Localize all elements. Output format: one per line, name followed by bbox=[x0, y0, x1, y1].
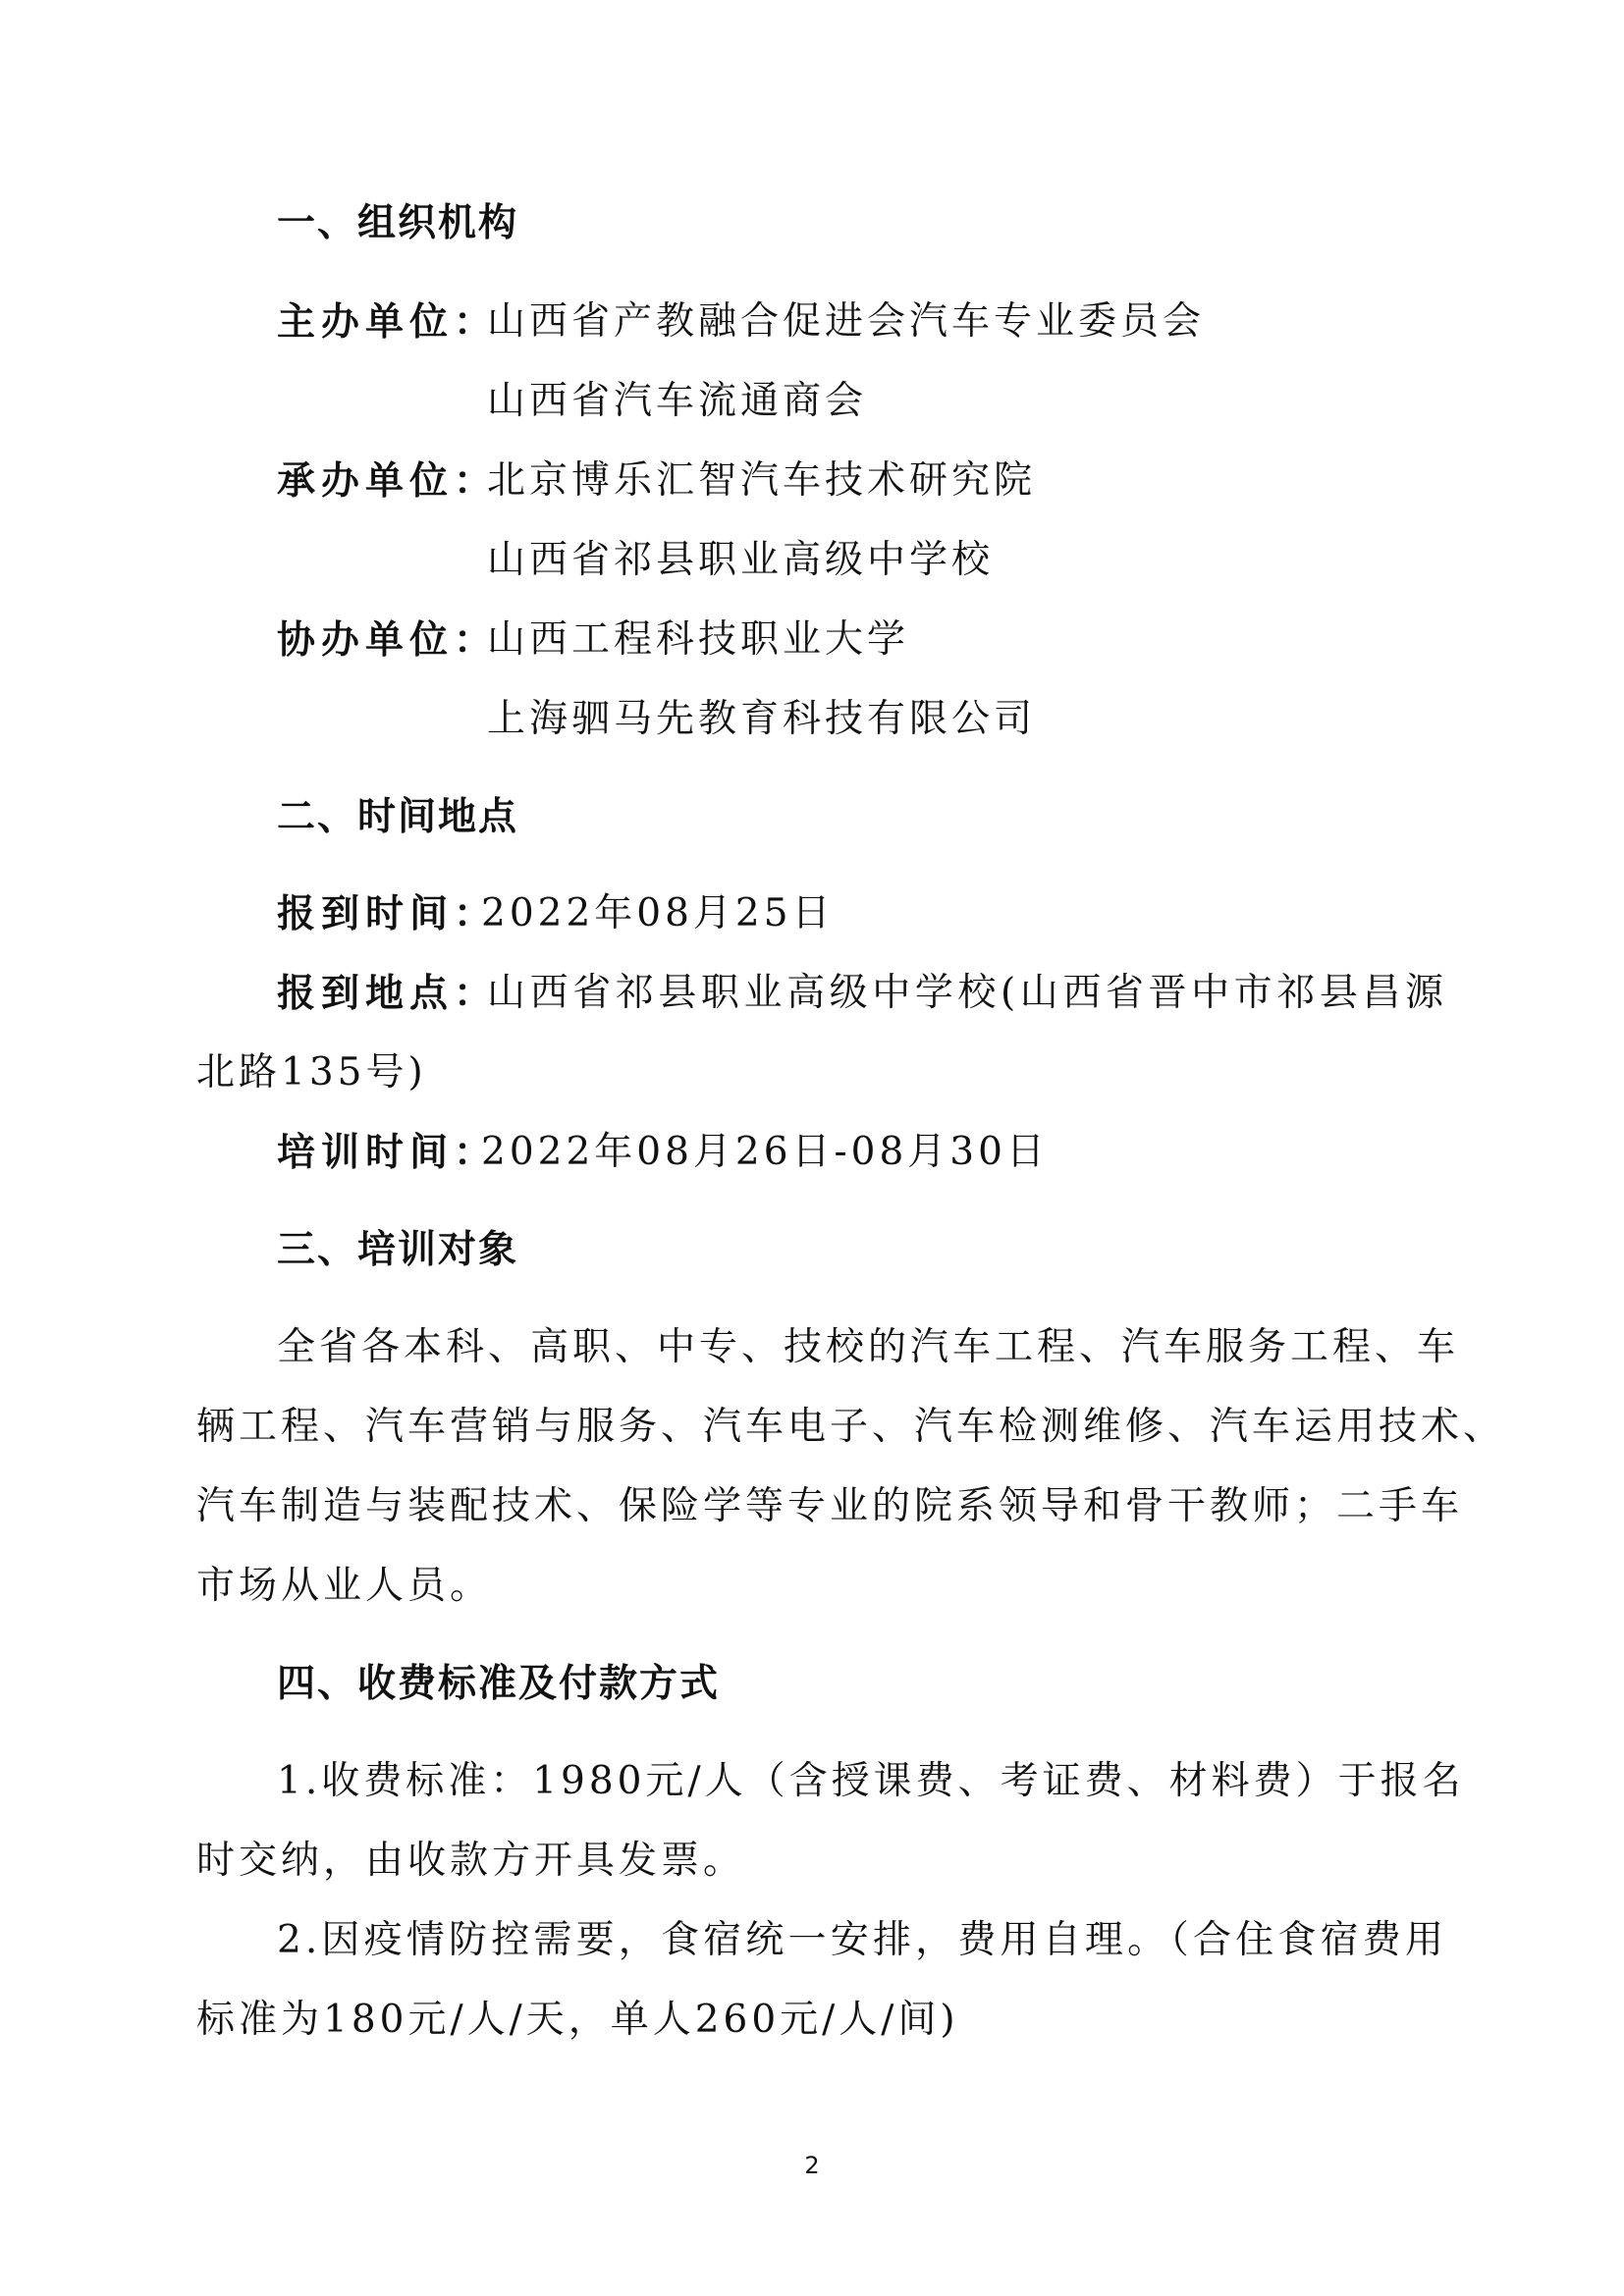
fee-item-2-line: 2.因疫情防控需要，食宿统一安排，费用自理。（合住食宿费用 bbox=[277, 1918, 1447, 1962]
page-number: 2 bbox=[804, 2152, 820, 2179]
report-time-value: 2022年08月25日 bbox=[481, 891, 835, 935]
report-place-label: 报到地点： bbox=[277, 971, 499, 1016]
trainees-paragraph-line: 汽车制造与装配技术、保险学等专业的院系领导和骨干教师；二手车 bbox=[196, 1484, 1464, 1528]
report-place-value-line-2: 北路135号) bbox=[196, 1050, 427, 1095]
fee-item-1-line: 时交纳，由收款方开具发票。 bbox=[196, 1839, 746, 1883]
co-organizer-unit-2: 上海驷马先教育科技有限公司 bbox=[487, 697, 1037, 741]
organizer-unit-1: 北京博乐汇智汽车技术研究院 bbox=[487, 458, 1037, 503]
organizer-label: 承办单位： bbox=[277, 458, 499, 504]
report-place-value-line-1: 山西省祁县职业高级中学校(山西省晋中市祁县昌源 bbox=[487, 971, 1447, 1015]
section-heading-trainees: 三、培训对象 bbox=[277, 1228, 519, 1272]
fee-item-1-line: 1.收费标准：1980元/人（含授课费、考证费、材料费）于报名 bbox=[277, 1759, 1465, 1803]
host-label: 主办单位： bbox=[277, 299, 499, 345]
co-organizer-label: 协办单位： bbox=[277, 617, 499, 663]
section-heading-organization: 一、组织机构 bbox=[277, 201, 519, 245]
trainees-paragraph-line: 辆工程、汽车营销与服务、汽车电子、汽车检测维修、汽车运用技术、 bbox=[196, 1405, 1506, 1449]
report-time-label: 报到时间： bbox=[277, 891, 499, 936]
training-time-label: 培训时间： bbox=[277, 1130, 499, 1175]
host-unit-1: 山西省产教融合促进会汽车专业委员会 bbox=[487, 299, 1206, 344]
co-organizer-unit-1: 山西工程科技职业大学 bbox=[487, 617, 910, 662]
organizer-unit-2: 山西省祁县职业高级中学校 bbox=[487, 538, 995, 582]
trainees-paragraph-line: 市场从业人员。 bbox=[196, 1564, 493, 1608]
section-heading-time-place: 二、时间地点 bbox=[277, 795, 519, 839]
trainees-paragraph-line: 全省各本科、高职、中专、技校的汽车工程、汽车服务工程、车 bbox=[277, 1325, 1460, 1369]
section-heading-fees: 四、收费标准及付款方式 bbox=[277, 1662, 721, 1706]
training-time-value: 2022年08月26日-08月30日 bbox=[481, 1130, 1049, 1174]
fee-item-2-line: 标准为180元/人/天，单人260元/人/间) bbox=[196, 1998, 959, 2042]
host-unit-2: 山西省汽车流通商会 bbox=[487, 379, 868, 423]
